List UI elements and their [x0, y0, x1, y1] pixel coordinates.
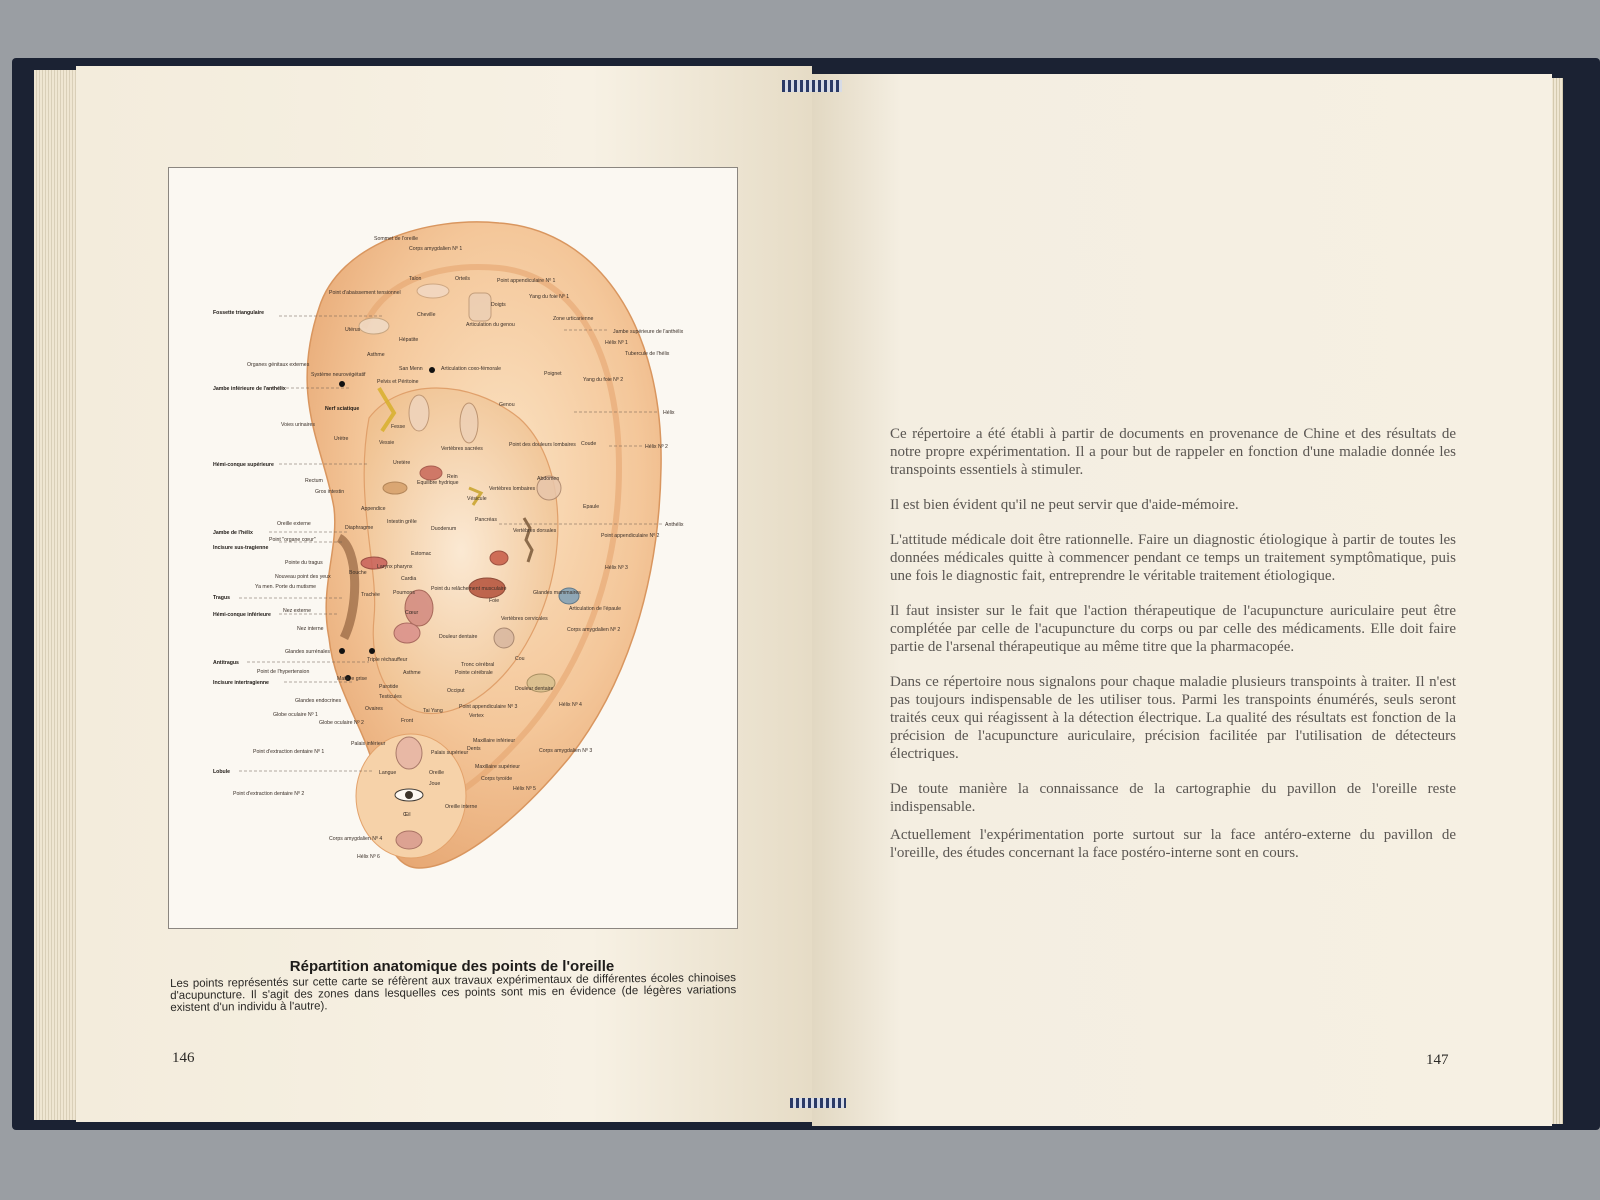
- figure-label: Tubercule de l'hélix: [625, 351, 670, 357]
- paragraph: L'attitude médicale doit être rationnelle. Faire un diagnostic étiologique à partir de toutes les données médicales quitte à commencer pendant ce temps un traitement symptômatique, puis une fois le diagnostic fait, entreprendre le véritable traitement étiologique.: [890, 532, 1456, 584]
- figure-label: Zone urticarienne: [553, 316, 594, 322]
- figure-label: Doigts: [491, 302, 506, 308]
- figure-label: Organes génitaux externes: [247, 362, 310, 368]
- figure-label: Glandes surrénales: [285, 649, 330, 655]
- figure-label: Jambe supérieure de l'anthélix: [613, 329, 684, 335]
- figure-label: Orteils: [455, 276, 470, 282]
- figure-label: Poignet: [544, 371, 562, 377]
- figure-label: Hélix Nº 5: [513, 786, 536, 792]
- paragraph: Dans ce répertoire nous signalons pour chaque maladie plusieurs transpoints à traiter. Il n'est pas toujours indispensable de les utiliser tous. Parmi les transpoints énumérés, seuls seront traités ceux qui réagissent à la détection électrique. La qualité des résultats est fonction de la précision de l'acupuncture auriculaire, précision facilitée par l'utilisation de détecteurs électriques.: [890, 674, 1456, 762]
- figure-label: Pancréas: [475, 517, 497, 523]
- figure-label: Pointe cérébrale: [455, 670, 493, 676]
- figure-label: Asthme: [403, 670, 421, 676]
- figure-label: Dents: [467, 746, 481, 752]
- figure-label: Fesse: [391, 424, 406, 430]
- paragraph: De toute manière la connaissance de la cartographie du pavillon de l'oreille reste indispensable.: [890, 781, 1456, 815]
- figure-label: Point "organe cœur": [269, 537, 316, 543]
- figure-label: Gros intestin: [315, 489, 345, 495]
- figure-label: Estomac: [411, 551, 432, 557]
- figure-label: Point appendiculaire Nº 1: [497, 278, 556, 284]
- figure-label: Pointe du tragus: [285, 560, 323, 566]
- page-number-left: 146: [172, 1050, 195, 1066]
- figure-label: Pelvis et Péritoine: [377, 379, 419, 385]
- figure-label: Maxillaire inférieur: [473, 738, 516, 744]
- figure-label: Incisure sus-tragienne: [213, 545, 269, 551]
- figure-label: Point appendiculaire Nº 3: [459, 704, 518, 710]
- figure-label: Asthme: [367, 352, 385, 358]
- figure-label: Corps tyroïde: [481, 776, 513, 782]
- figure-label: Diaphragme: [345, 525, 374, 531]
- figure-label: Larynx pharynx: [377, 564, 413, 570]
- figure-label: Bouche: [349, 570, 367, 576]
- figure-label: Hépatite: [399, 337, 419, 343]
- figure-label: Nez externe: [283, 608, 311, 614]
- figure-label: Vertèbres cervicales: [501, 616, 548, 622]
- figure-label: Maxillaire supérieur: [475, 764, 520, 770]
- figure-label: Nouveau point des yeux: [275, 574, 331, 580]
- figure-label: Vésicule: [467, 496, 487, 502]
- paragraph: Il est bien évident qu'il ne peut servir que d'aide-mémoire.: [890, 497, 1239, 513]
- figure-label: Corps amygdalien Nº 2: [567, 627, 621, 633]
- figure-label: Système neurovégétatif: [311, 372, 366, 378]
- figure-label: Hélix Nº 6: [357, 854, 380, 860]
- figure-label: Sommet de l'oreille: [374, 236, 418, 242]
- figure-label: Anthélix: [665, 522, 684, 528]
- figure-label: Lobule: [213, 769, 231, 775]
- figure-label: Coude: [581, 441, 597, 447]
- figure-label: Vertex: [469, 713, 484, 719]
- figure-label: Intestin grêle: [387, 519, 417, 525]
- figure-label: Glandes mammaires: [533, 590, 581, 596]
- figure-label: Genou: [499, 402, 515, 408]
- figure-label: Nez interne: [297, 626, 324, 632]
- figure-label: Palais inférieur: [351, 741, 386, 747]
- figure-label: Testicules: [379, 694, 402, 700]
- figure-label: Jambe inférieure de l'anthélix: [213, 386, 286, 392]
- figure-label: Cou: [515, 656, 525, 662]
- figure-label: Rein: [447, 474, 458, 480]
- figure-label: Utérus: [345, 327, 361, 333]
- figure-label: Yang du foie Nº 2: [583, 377, 624, 383]
- figure-label: Articulation de l'épaule: [569, 606, 622, 612]
- ear-chart-plate: [168, 167, 738, 929]
- figure-label: Ovaires: [365, 706, 383, 712]
- figure-label: Œil: [403, 812, 411, 818]
- paragraph: Il faut insister sur le fait que l'action thérapeutique de l'acupuncture auriculaire peut être complétée par celle de l'acupuncture du corps ou par celle des médicaments. Elle doit faire partie de l'arsenal thérapeutique au même titre que la pharmacopée.: [890, 603, 1456, 655]
- figure-label: Appendice: [361, 506, 386, 512]
- figure-label: Oreille externe: [277, 521, 311, 527]
- figure-label: Corps amygdalien Nº 1: [409, 246, 463, 252]
- figure-label: Cœur: [405, 610, 419, 616]
- figure-label: Cardia: [401, 576, 417, 582]
- headband-top: [782, 80, 842, 92]
- figure-label: Corps amygdalien Nº 4: [329, 836, 383, 842]
- figure-label: Tragus: [213, 595, 231, 601]
- figure-label: Point d'extraction dentaire Nº 1: [253, 749, 325, 755]
- figure-label: Joue: [429, 781, 441, 787]
- figure-label: Point de l'hypertension: [257, 669, 310, 675]
- figure-label: Douleur dentaire: [515, 686, 554, 692]
- figure-label: Point d'extraction dentaire Nº 2: [233, 791, 305, 797]
- figure-label: Equilibre hydrique: [417, 480, 459, 486]
- figure-label: Uretère: [393, 460, 411, 466]
- figure-label: Palais supérieur: [431, 750, 469, 756]
- paragraph: Ce répertoire a été établi à partir de documents en provenance de Chine et des résultats de notre propre expérimentation. Il a pour but de rappeler en fonction d'une maladie donnée les transpoints essentiels à stimuler.: [890, 426, 1456, 478]
- figure-label: Epaule: [583, 504, 600, 510]
- figure-label: Langue: [379, 770, 397, 776]
- figure-label: Antitragus: [213, 660, 239, 666]
- figure-label: Oreille: [429, 770, 444, 776]
- figure-label: Tai Yang: [423, 708, 443, 714]
- figure-label: Urètre: [334, 436, 349, 442]
- figure-label: Hémi-conque supérieure: [213, 462, 274, 468]
- right-page-body: [890, 425, 1456, 879]
- figure-label: Oreille interne: [445, 804, 478, 810]
- figure-label: Voies urinaires: [281, 422, 316, 428]
- figure-label: Hélix Nº 4: [559, 702, 582, 708]
- figure-caption-title: Répartition anatomique des points de l'oreille: [289, 958, 615, 975]
- figure-label: Cheville: [417, 312, 436, 318]
- figure-label: Articulation du genou: [466, 322, 515, 328]
- figure-label: Hélix Nº 2: [645, 444, 668, 450]
- figure-label: Point d'abaissement tensionnel: [329, 290, 401, 296]
- figure-label: Matière grise: [337, 676, 367, 682]
- figure-label: Poumons: [393, 590, 415, 596]
- figure-label: Trachée: [361, 592, 380, 598]
- page-number-right: 147: [1426, 1052, 1449, 1068]
- figure-label: Tronc cérébral: [461, 662, 495, 668]
- figure-label: Glandes endocrines: [295, 698, 342, 704]
- figure-label: Ya men. Porte du mutisme: [255, 584, 317, 590]
- figure-label: Fossette triangulaire: [213, 310, 265, 316]
- figure-label: Yang du foie Nº 1: [529, 294, 570, 300]
- figure-label: Vertèbres lombaires: [489, 486, 536, 492]
- figure-label: Foie: [489, 598, 500, 604]
- figure-label: Talon: [409, 276, 422, 282]
- figure-label: Parotide: [379, 684, 399, 690]
- figure-label: Nerf sciatique: [325, 406, 360, 412]
- figure-label: Abdomen: [537, 476, 560, 482]
- figure-label: Point des douleurs lombaires: [509, 442, 576, 448]
- figure-label: Point appendiculaire Nº 2: [601, 533, 660, 539]
- figure-label: Hélix Nº 3: [605, 565, 628, 571]
- figure-label: Globe oculaire Nº 2: [319, 720, 364, 726]
- paragraph: Actuellement l'expérimentation porte surtout sur la face antéro-externe du pavillon de l'oreille, des études concernant la face postéro-interne sont en cours.: [890, 827, 1456, 861]
- figure-label: Corps amygdalien Nº 3: [539, 748, 593, 754]
- figure-label: Hémi-conque inférieure: [213, 612, 271, 618]
- figure-label: Hélix Nº 1: [605, 340, 628, 346]
- figure-label: Articulation coxo-fémorale: [441, 366, 501, 372]
- figure-label: Rectum: [305, 478, 323, 484]
- figure-label: Occiput: [447, 688, 465, 694]
- figure-label: Triple réchauffeur: [367, 657, 408, 663]
- figure-label: Vertèbres sacrées: [441, 446, 483, 452]
- figure-label: Jambe de l'hélix: [213, 530, 253, 536]
- figure-caption-text: Les points représentés sur cette carte se réfèrent aux travaux expérimentaux de différentes écoles chinoises d'acupuncture. Il s'agit des zones dans lesquelles ces points sont mis en évidence (de légères variations existent d'un individu à l'autre).: [170, 972, 737, 1014]
- figure-label: Vessie: [379, 440, 395, 446]
- figure-label: Douleur dentaire: [439, 634, 478, 640]
- ear-illustration: [169, 168, 737, 928]
- figure-label: Globe oculaire Nº 1: [273, 712, 318, 718]
- headband-bottom: [790, 1098, 846, 1108]
- figure-label: Vertèbres dorsales: [513, 528, 557, 534]
- figure-label: Point du relâchement musculaire: [431, 586, 507, 592]
- figure-label: Incisure intertragienne: [213, 680, 269, 686]
- figure-label: Hélix: [663, 410, 675, 416]
- figure-label: Duodenum: [431, 526, 457, 532]
- figure-label: San Menn: [399, 366, 423, 372]
- figure-label: Front: [401, 718, 414, 724]
